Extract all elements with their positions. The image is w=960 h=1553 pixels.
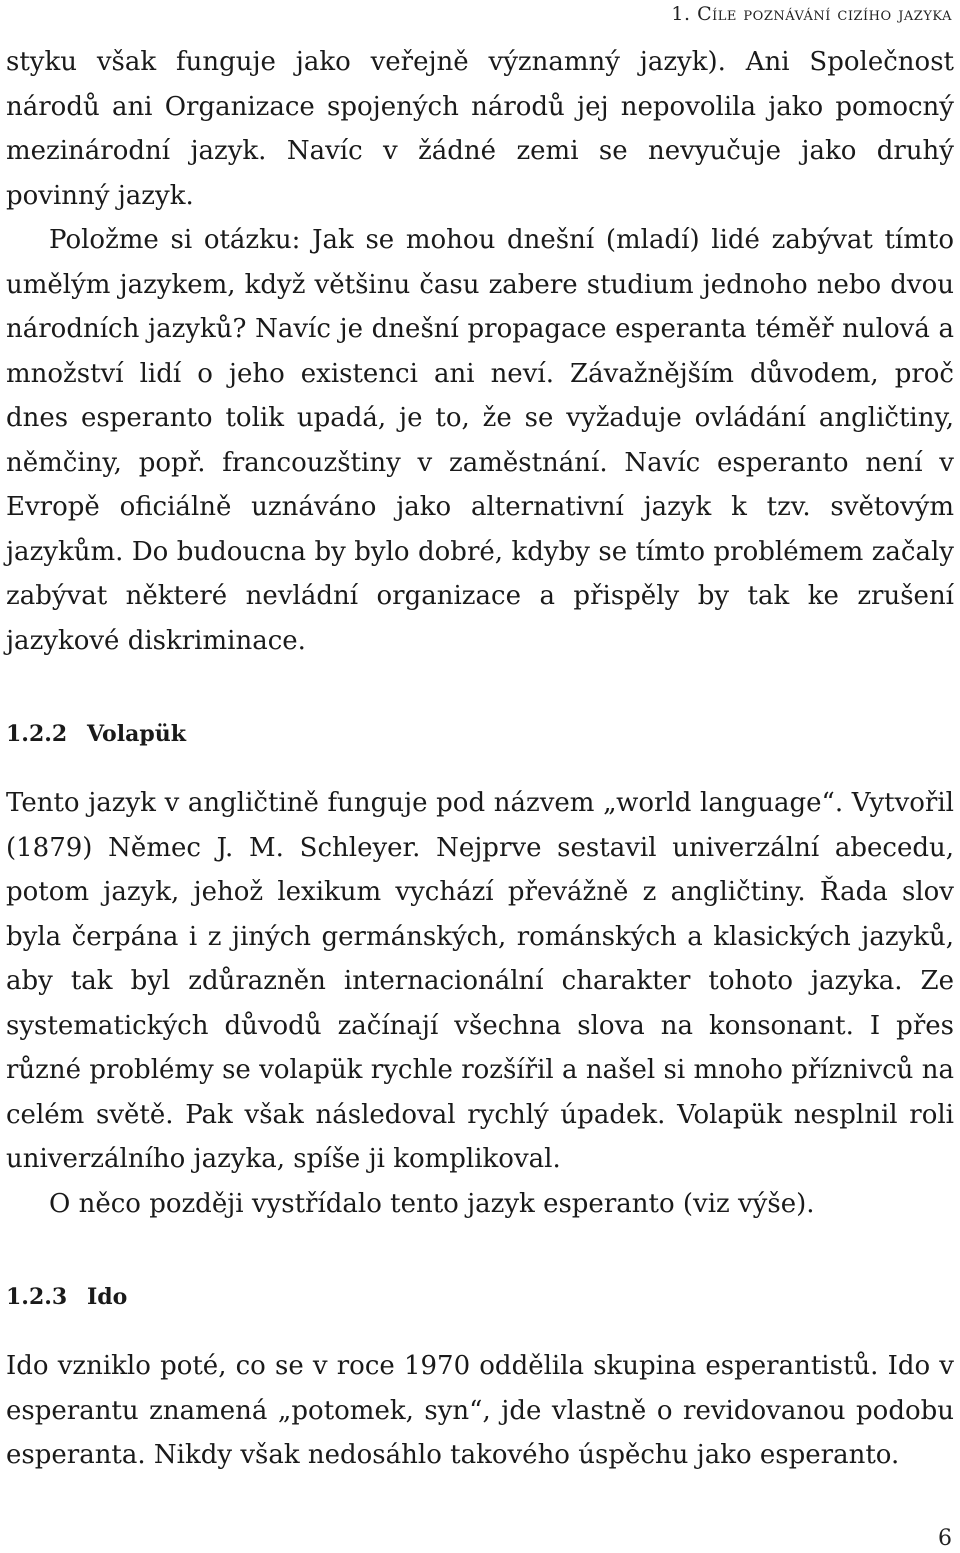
- volapuk-paragraph-1: Tento jazyk v angličtině funguje pod názvem „world language“. Vytvořil (1879) Němec J. M. Schleyer. Nejprve sestavil univerzální abecedu, potom jazyk, jehož lexikum vychází převážně z angličtiny. Řada slov byla čerpána i z jiných germánských, románských a klasických jazyků, aby tak byl zdůrazněn internacionální charakter tohoto jazyka. Ze systematických důvodů začínají všechna slova na konsonant. I přes různé problémy se volapük rychle rozšířil a našel si mnoho příznivců na celém světě. Pak však následoval rychlý úpadek. Volapük nesplnil roli univerzálního jazyka, spíše ji komplikoval.: [6, 788, 954, 1174]
- intro-paragraph-1: styku však funguje jako veřejně významný jazyk). Ani Společnost národů ani Organizace spojených národů jej nepovolila jako pomocný mezinárodní jazyk. Navíc v žádné zemi se nevyučuje jako druhý povinný jazyk.: [6, 47, 954, 211]
- section-heading-ido: [6, 1282, 954, 1312]
- section-title: Volapük: [87, 721, 186, 747]
- section-title: Ido: [87, 1284, 128, 1310]
- volapuk-paragraph-2: O něco později vystřídalo tento jazyk esperanto (viz výše).: [49, 1188, 815, 1219]
- page-number: 6: [938, 1526, 952, 1551]
- running-head-number: 1.: [671, 3, 698, 25]
- ido-paragraph-1: Ido vzniklo poté, co se v roce 1970 oddělila skupina esperantistů. Ido v esperantu znamená „potomek, syn“, jde vlastně o revidovanou podobu esperanta. Nikdy však nedosáhlo takového úspěchu jako esperanto.: [6, 1351, 954, 1470]
- section-number: 1.2.3: [6, 1284, 68, 1310]
- page-body: [6, 40, 954, 1478]
- section-number: 1.2.2: [6, 721, 68, 747]
- section-heading-volapuk: [6, 719, 954, 749]
- running-head: [671, 3, 952, 25]
- running-head-title: Cíle poznávání cizího jazyka: [697, 3, 952, 25]
- intro-paragraph-2: Položme si otázku: Jak se mohou dnešní (mladí) lidé zabývat tímto umělým jazykem, když většinu času zabere studium jednoho nebo dvou národních jazyků? Navíc je dnešní propagace esperanta téměř nulová a množství lidí o jeho existenci ani neví. Závažnějším důvodem, proč dnes esperanto tolik upadá, je to, že se vyžaduje ovládání angličtiny, němčiny, popř. francouzštiny v zaměstnání. Navíc esperanto není v Evropě oficiálně uznáváno jako alternativní jazyk k tzv. světovým jazykům. Do budoucna by bylo dobré, kdyby se tímto problémem začaly zabývat některé nevládní organizace a přispěly by tak ke zrušení jazykové diskriminace.: [6, 225, 954, 656]
